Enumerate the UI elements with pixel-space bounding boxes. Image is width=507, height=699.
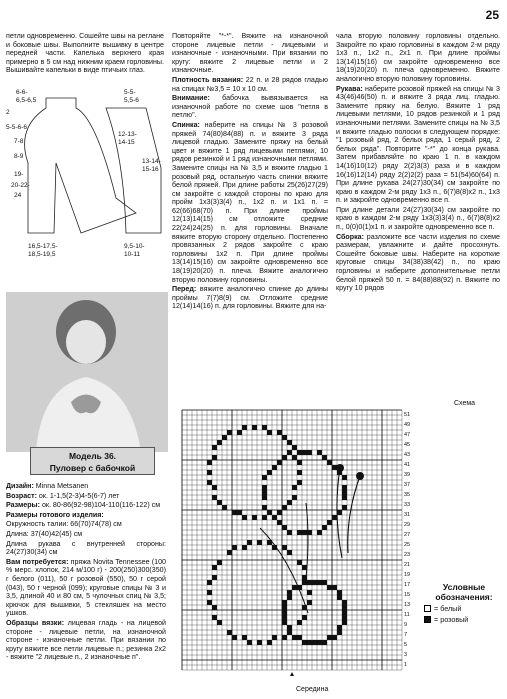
body-outline bbox=[25, 98, 136, 233]
filled-cell bbox=[262, 475, 267, 480]
filled-cell bbox=[262, 490, 267, 495]
legend-item-white bbox=[424, 604, 504, 613]
instruction-paragraph: Перед: вяжите аналогично спинке до длины проймы 7(7)8(9) см. Отложите средние 12(14)14(16) п. для горловины. Вяжите для на- bbox=[172, 285, 328, 311]
row-number: 31 bbox=[404, 512, 411, 518]
filled-cell bbox=[342, 490, 347, 495]
filled-cell bbox=[342, 495, 347, 500]
filled-cell bbox=[327, 460, 332, 465]
filled-cell bbox=[307, 450, 312, 455]
row-number: 7 bbox=[404, 632, 408, 638]
filled-cell bbox=[257, 640, 262, 645]
page-number: 25 bbox=[485, 8, 499, 22]
schematic-label: 5,5-6 bbox=[124, 97, 139, 104]
filled-cell bbox=[207, 580, 212, 585]
filled-cell bbox=[327, 520, 332, 525]
filled-cell bbox=[262, 425, 267, 430]
filled-cell bbox=[212, 445, 217, 450]
instructions-column-2 bbox=[172, 32, 328, 312]
model-number: Модель 36. bbox=[68, 451, 117, 461]
filled-cell bbox=[337, 510, 342, 515]
filled-cell bbox=[342, 610, 347, 615]
filled-cell bbox=[332, 635, 337, 640]
row-number: 27 bbox=[404, 532, 411, 538]
filled-cell bbox=[207, 600, 212, 605]
schematic-label: 2 bbox=[6, 109, 10, 116]
filled-cell bbox=[292, 585, 297, 590]
instruction-paragraph: Повторяйте "*-*". Вяжите на изнаночной стороне лицевые петли - лицевыми и изнаночные - изнаночными. При вязании по кругу: вяжите 2 лицевые петли и 2 изнаночные. bbox=[172, 32, 328, 75]
spec-paragraph: Размеры готового изделия: bbox=[6, 510, 104, 519]
filled-cell bbox=[267, 640, 272, 645]
filled-cell bbox=[327, 635, 332, 640]
legend-label: = розовый bbox=[434, 615, 469, 624]
schematic-label: 8-9 bbox=[14, 153, 24, 160]
filled-cell bbox=[302, 565, 307, 570]
filled-cell bbox=[287, 440, 292, 445]
filled-cell bbox=[292, 455, 297, 460]
legend-label: = белый bbox=[434, 604, 462, 613]
filled-cell bbox=[322, 455, 327, 460]
filled-cell bbox=[222, 505, 227, 510]
filled-cell bbox=[282, 615, 287, 620]
filled-cell bbox=[302, 530, 307, 535]
filled-cell bbox=[212, 575, 217, 580]
filled-cell bbox=[257, 540, 262, 545]
filled-cell bbox=[287, 500, 292, 505]
row-numbers bbox=[404, 412, 410, 668]
filled-cell bbox=[282, 455, 287, 460]
instruction-paragraph: Сборка: разложите все части изделия по схеме размерам, увлажните и дайте просохнуть. Сошейте боковые швы. Наберите на короткие круговые спицы 34(38)38(42) п., по краю горловины и наберите дополнительные петли белой пряжей 50 п. = 84(88)88(92) п. Вяжите по кругу 10 рядов bbox=[336, 232, 500, 293]
intro-text-column bbox=[6, 32, 164, 76]
filled-cell bbox=[277, 430, 282, 435]
filled-cell bbox=[232, 545, 237, 550]
antenna-stroke bbox=[348, 476, 360, 553]
schematic-label: 6,5-6,5 bbox=[16, 97, 37, 104]
schematic-label: 13-14- bbox=[142, 158, 161, 165]
filled-cell bbox=[292, 635, 297, 640]
spec-paragraph: Окружность талии: 66(70)74(78) см bbox=[6, 520, 122, 529]
instruction-paragraph: Рукава: наберите розовой пряжей на спицы № 3 43(46)46(50) п. и вяжите 3 ряда лиц. гладью. Замените пряжу на белую. Вяжите 1 ряд лицевыми петлями, 10 рядов резинкой и 1 ряд изнаночными петлями. Замените спицы на № 3,5 и вяжите гладью полоски в следующем порядке: "1 розовый ряд, 2 белых ряда, 1 серый ряд, 2 белых ряда". Повторите "-*" до конца рукава. Затем прибавляйте по краю 1 п. в каждом 14(16)10(12) ряду 2(2)3(3) раза и в каждом 16(16)12(14) ряду 2(2)2(2) раза = 51(54)60(64) п. При длине рукава 24(27)30(34) см закройте по краю в каждом 2-м ряду 1х3 п., 6(7)8(8)х2 п., 1х3 п. и закройте одновременно все п. bbox=[336, 84, 500, 205]
legend-item-pink bbox=[424, 615, 504, 624]
specs-column bbox=[6, 482, 166, 663]
row-number: 29 bbox=[404, 522, 411, 528]
row-number: 17 bbox=[404, 582, 411, 588]
filled-cell bbox=[297, 470, 302, 475]
row-number: 49 bbox=[404, 422, 411, 428]
spec-paragraph: Вам потребуется: пряжа Novita Tennessee (100 % мерс. хлопок, 214 м/100 г) - 200(250)300(350) г белого (011), 50 г розовой (550), 50 г серой (043), 50 г черной (099); круговые спицы № 3 и 3,5, длиной 40 и 80 см, 5 чулочных спиц № 3,5; крючок для вышивки, 5 стекляшек на место ушков. bbox=[6, 557, 166, 618]
filled-cell bbox=[212, 615, 217, 620]
filled-cell bbox=[342, 605, 347, 610]
filled-cell bbox=[242, 545, 247, 550]
model-title: Пуловер с бабочкой bbox=[49, 463, 136, 473]
row-number: 23 bbox=[404, 552, 411, 558]
filled-cell bbox=[287, 625, 292, 630]
filled-cell bbox=[337, 595, 342, 600]
row-number: 1 bbox=[404, 662, 408, 668]
filled-cell bbox=[272, 465, 277, 470]
filled-cell bbox=[307, 600, 312, 605]
filled-cell bbox=[262, 515, 267, 520]
filled-cell bbox=[247, 640, 252, 645]
filled-cell bbox=[332, 515, 337, 520]
filled-cell bbox=[227, 550, 232, 555]
instruction-paragraph: При длине детали 24(27)30(34) см закройте по краю в каждом 2-м ряду 1х3(3)3(4) п., 6(7)8(8)х2 п., 0(0)0(1)х1 п. и закройте одновременно все п. bbox=[336, 205, 500, 232]
filled-cell bbox=[222, 435, 227, 440]
legend-title: Условные обозначения: bbox=[435, 582, 493, 602]
filled-cell bbox=[322, 580, 327, 585]
filled-cell bbox=[282, 435, 287, 440]
spec-paragraph: Возраст: ок. 1-1,5(2-3)4-5(6-7) лет bbox=[6, 491, 120, 500]
filled-cell bbox=[317, 640, 322, 645]
filled-cell bbox=[317, 580, 322, 585]
black-swatch-icon bbox=[424, 616, 431, 623]
filled-cell bbox=[282, 545, 287, 550]
schematic-label: 18,5-19,5 bbox=[28, 251, 56, 258]
filled-cell bbox=[282, 620, 287, 625]
filled-cell bbox=[282, 600, 287, 605]
butterfly-motif bbox=[207, 425, 364, 676]
filled-cell bbox=[332, 585, 337, 590]
filled-cell bbox=[252, 515, 257, 520]
filled-cell bbox=[262, 495, 267, 500]
filled-cell bbox=[242, 635, 247, 640]
schematic-label: 20-22- bbox=[11, 182, 30, 189]
schematic-label: 14-15 bbox=[118, 139, 135, 146]
instruction-paragraph: чала вторую половину горловины отдельно. Закройте по краю горловины в каждом 2-м ряду 1х3 п., 1х2 п., 2х1 п. При длине проймы 13(14)15(16) см закройте одновременно все 18(19)20(20) п. плеча одновременно. Вяжите аналогично вторую половину горловины. bbox=[336, 32, 500, 83]
filled-cell bbox=[297, 635, 302, 640]
row-number: 13 bbox=[404, 602, 411, 608]
filled-cell bbox=[277, 460, 282, 465]
filled-cell bbox=[252, 425, 257, 430]
knitting-chart bbox=[180, 408, 420, 688]
schematic-label: 5-5-6-6 bbox=[6, 124, 27, 131]
filled-cell bbox=[317, 530, 322, 535]
filled-cell bbox=[292, 485, 297, 490]
spec-paragraph: Размеры: ок. 80-86(92-98)104-110(116-122) см bbox=[6, 501, 161, 510]
filled-cell bbox=[297, 460, 302, 465]
row-number: 39 bbox=[404, 472, 411, 478]
row-number: 37 bbox=[404, 482, 411, 488]
filled-cell bbox=[272, 635, 277, 640]
filled-cell bbox=[302, 450, 307, 455]
filled-cell bbox=[212, 565, 217, 570]
instruction-paragraph: Плотность вязания: 22 п. и 28 рядов гладью на спицах №3,5 = 10 х 10 см. bbox=[172, 75, 328, 93]
filled-cell bbox=[302, 580, 307, 585]
filled-cell bbox=[327, 585, 332, 590]
filled-cell bbox=[277, 520, 282, 525]
filled-cell bbox=[242, 425, 247, 430]
schematic-label: 16,5-17,5- bbox=[28, 243, 58, 250]
instruction-paragraph: Внимание: бабочка вывязывается на изнаночной работе по схеме шов "петля в петлю". bbox=[172, 94, 328, 120]
spec-paragraph: Длина: 37(40)42(45) см bbox=[6, 529, 83, 538]
filled-cell bbox=[317, 450, 322, 455]
model-photo bbox=[6, 292, 168, 452]
row-number: 33 bbox=[404, 502, 411, 508]
filled-cell bbox=[297, 560, 302, 565]
filled-cell bbox=[207, 590, 212, 595]
filled-cell bbox=[232, 510, 237, 515]
schematic-label: 12-13- bbox=[118, 131, 137, 138]
filled-cell bbox=[242, 515, 247, 520]
filled-cell bbox=[212, 495, 217, 500]
filled-cell bbox=[212, 455, 217, 460]
filled-cell bbox=[287, 590, 292, 595]
schematic-label: 19- bbox=[14, 171, 24, 178]
filled-cell bbox=[237, 430, 242, 435]
filled-cell bbox=[247, 540, 252, 545]
row-number: 15 bbox=[404, 592, 411, 598]
schematic-label: 24 bbox=[14, 192, 22, 199]
schematic-label: 9,5-10- bbox=[124, 243, 145, 250]
schema-label: Схема bbox=[454, 400, 476, 407]
filled-cell bbox=[212, 605, 217, 610]
filled-cell bbox=[297, 480, 302, 485]
filled-cell bbox=[312, 640, 317, 645]
filled-cell bbox=[292, 495, 297, 500]
instruction-paragraph: Спинка: наберите на спицы № 3 розовой пряжей 74(80)84(88) п. и вяжите 3 ряда лицевой гладью. Замените пряжу на белый цвет и вяжите 1 ряд лицевыми петлями, 10 рядов резинкой и 1 ряд изнаночными петлями. Замените спицы на № 3,5 и вяжите гладью 1 розовый ряд, остальную часть спинки вяжите белой пряжей. При длине работы 25(26)27(29) см закройте с каждой стороны по краю для пройм 1х3(3)3(4) п., 1х2 п. и 1х1 п. = 62(66)68(70) п. При длине проймы 12(13)14(15) см отложите средние 22(24)24(25) п. для горловины. Вначале вяжите вторую сторону отдельно. Постепенно провязанных 2 рядов закройте с краю горловины 1х2 п. При длине проймы 13(14)15(16) см закройте одновременно все 18(19)20(20) п. плеча. Вяжите аналогично вторую половину горловины. bbox=[172, 120, 328, 284]
filled-cell bbox=[212, 485, 217, 490]
schematic-label: 5-5- bbox=[124, 89, 136, 96]
filled-cell bbox=[307, 580, 312, 585]
row-number: 25 bbox=[404, 542, 411, 548]
garment-schematics bbox=[6, 88, 168, 278]
spec-paragraph: Длина рукава с внутренней стороны: 24(27)30(34) см bbox=[6, 539, 166, 557]
antenna-tip bbox=[336, 464, 344, 472]
filled-cell bbox=[207, 460, 212, 465]
row-number: 21 bbox=[404, 562, 411, 568]
center-label: Середина bbox=[296, 686, 329, 693]
filled-cell bbox=[302, 615, 307, 620]
filled-cell bbox=[227, 430, 232, 435]
spec-paragraph: Дизайн: Minna Metsanen bbox=[6, 482, 89, 490]
filled-cell bbox=[282, 610, 287, 615]
filled-cell bbox=[262, 505, 267, 510]
filled-cell bbox=[267, 510, 272, 515]
legend bbox=[424, 582, 504, 624]
filled-cell bbox=[297, 620, 302, 625]
filled-cell bbox=[267, 470, 272, 475]
spec-paragraph: Образцы вязки: лицевая гладь - на лицевой стороне - лицевые петли, на изнаночной стороне - изнаночные петли. При вязании по кругу вяжите все петли лицевые п.; резинка 2х2 - вяжите "2 лицевые п., 2 изнаночные п". bbox=[6, 618, 166, 662]
row-number: 5 bbox=[404, 642, 408, 648]
filled-cell bbox=[342, 505, 347, 510]
filled-cell bbox=[237, 510, 242, 515]
filled-cell bbox=[227, 630, 232, 635]
filled-cell bbox=[312, 580, 317, 585]
filled-cell bbox=[292, 445, 297, 450]
filled-cell bbox=[217, 560, 222, 565]
filled-cell bbox=[297, 450, 302, 455]
schematic-label: 6-6- bbox=[16, 89, 28, 96]
filled-cell bbox=[217, 440, 222, 445]
filled-cell bbox=[297, 530, 302, 535]
filled-cell bbox=[287, 450, 292, 455]
filled-cell bbox=[337, 630, 342, 635]
filled-cell bbox=[302, 640, 307, 645]
filled-cell bbox=[262, 485, 267, 490]
row-number: 11 bbox=[404, 612, 410, 618]
row-number: 9 bbox=[404, 622, 408, 628]
instructions-column-3 bbox=[336, 32, 500, 294]
filled-cell bbox=[342, 600, 347, 605]
filled-cell bbox=[282, 525, 287, 530]
filled-cell bbox=[342, 485, 347, 490]
row-number: 47 bbox=[404, 432, 411, 438]
filled-cell bbox=[322, 640, 327, 645]
schematic-label: 7-8 bbox=[14, 138, 24, 145]
filled-cell bbox=[217, 620, 222, 625]
model-caption bbox=[30, 447, 155, 475]
filled-cell bbox=[277, 510, 282, 515]
filled-cell bbox=[287, 595, 292, 600]
filled-cell bbox=[307, 590, 312, 595]
filled-cell bbox=[342, 475, 347, 480]
schematic-label: 15-16 bbox=[142, 166, 159, 173]
row-number: 41 bbox=[404, 462, 411, 468]
filled-cell bbox=[322, 525, 327, 530]
row-number: 43 bbox=[404, 452, 411, 458]
filled-cell bbox=[282, 605, 287, 610]
filled-cell bbox=[287, 630, 292, 635]
filled-cell bbox=[282, 635, 287, 640]
filled-cell bbox=[307, 640, 312, 645]
filled-cell bbox=[267, 430, 272, 435]
filled-cell bbox=[207, 480, 212, 485]
schematic-label: 10-11 bbox=[124, 251, 141, 258]
filled-cell bbox=[342, 615, 347, 620]
filled-cell bbox=[337, 625, 342, 630]
filled-cell bbox=[282, 505, 287, 510]
filled-cell bbox=[287, 550, 292, 555]
row-number: 35 bbox=[404, 492, 411, 498]
row-number: 51 bbox=[404, 412, 411, 418]
filled-cell bbox=[337, 590, 342, 595]
filled-cell bbox=[232, 635, 237, 640]
filled-cell bbox=[207, 470, 212, 475]
filled-cell bbox=[342, 620, 347, 625]
filled-cell bbox=[287, 530, 292, 535]
center-arrow-icon bbox=[290, 672, 294, 676]
row-number: 3 bbox=[404, 652, 408, 658]
intro-paragraph: петли одновременно. Сошейте швы на реглане и боковые швы. Выполните вышивку в центре передней части. Капелька верхнего края примерно в 5 см над нижним краем горловины. Вышивайте капельки в виде птичьих глаз. bbox=[6, 32, 164, 75]
antenna-tip bbox=[356, 472, 364, 480]
white-swatch-icon bbox=[424, 605, 431, 612]
row-number: 19 bbox=[404, 572, 411, 578]
row-number: 45 bbox=[404, 442, 411, 448]
filled-cell bbox=[217, 500, 222, 505]
filled-cell bbox=[272, 515, 277, 520]
